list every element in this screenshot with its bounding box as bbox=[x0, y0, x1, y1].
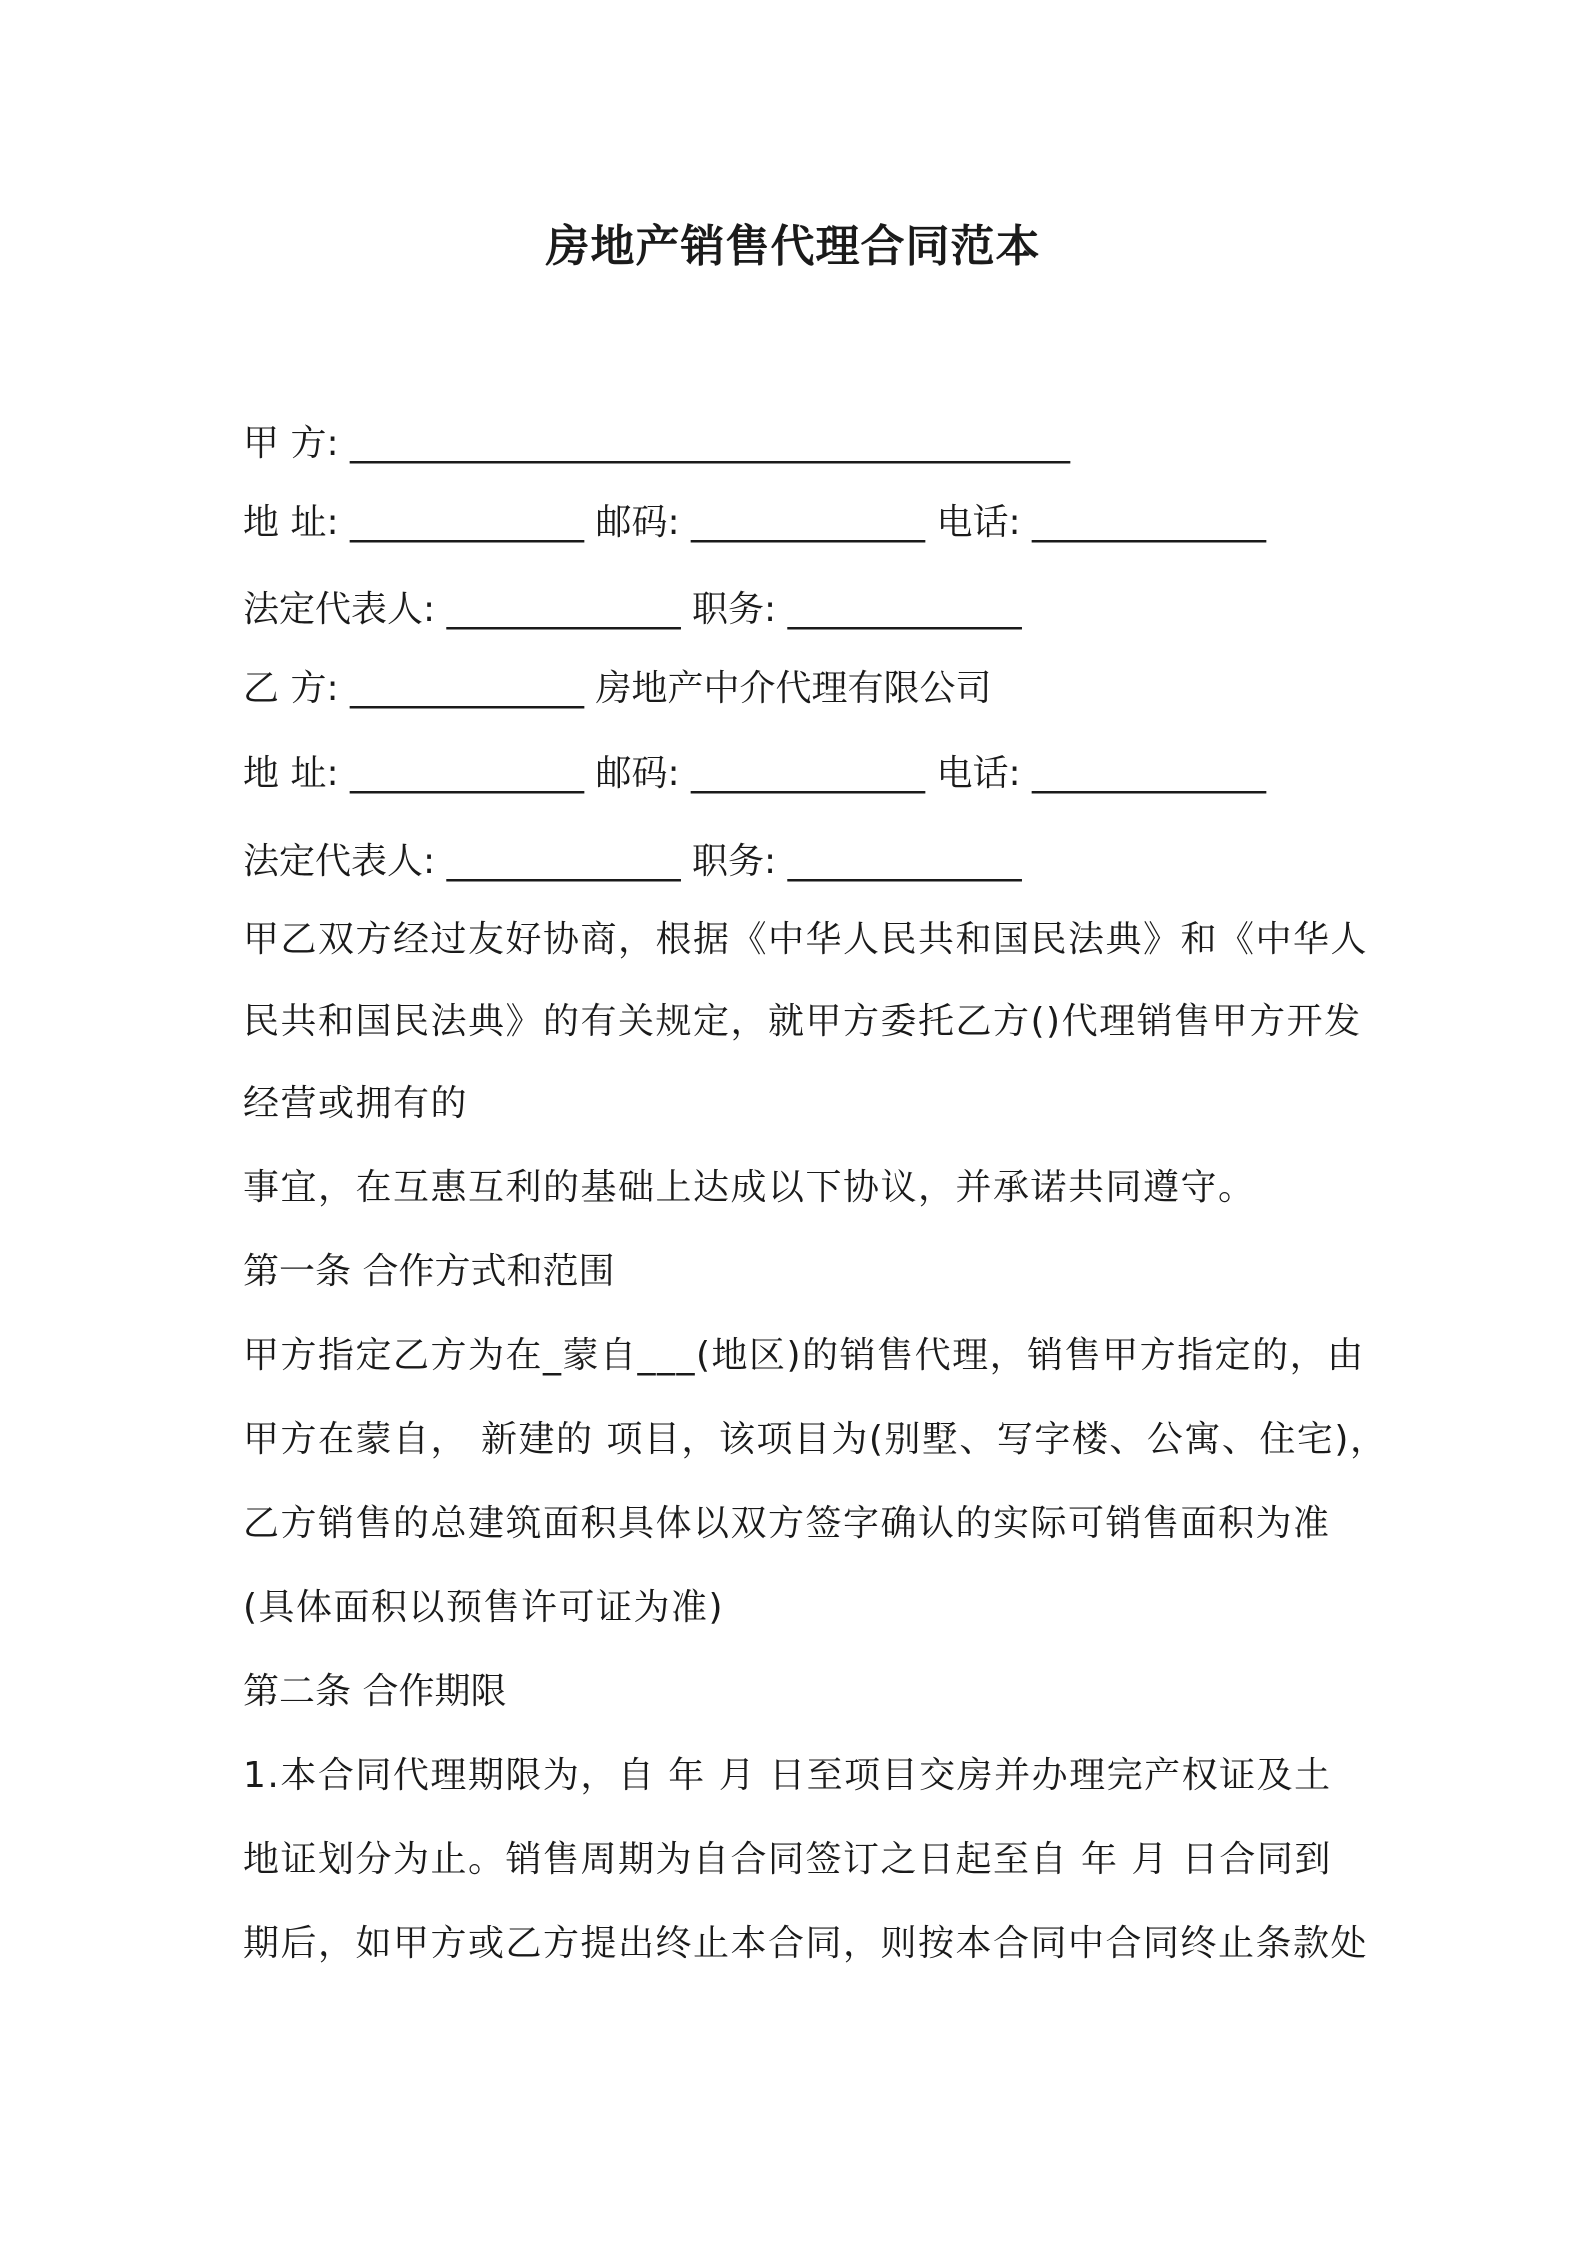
article-2-line: 1.本合同代理期限为，自 年 月 日至项目交房并办理完产权证及土 bbox=[243, 1755, 1332, 1796]
article-1-line: 甲方在蒙自， 新建的 项目，该项目为(别墅、写字楼、公寓、住宅)， bbox=[243, 1419, 1388, 1460]
article-1-line: 乙方销售的总建筑面积具体以双方签字确认的实际可销售面积为准 bbox=[243, 1503, 1331, 1544]
party-a-name-line: 甲 方: ________________________________________ bbox=[243, 423, 1071, 464]
article-1-line: 甲方指定乙方为在_蒙自___(地区)的销售代理，销售甲方指定的，由 bbox=[243, 1335, 1365, 1376]
preamble-line: 事宜，在互惠互利的基础上达成以下协议，并承诺共同遵守。 bbox=[243, 1167, 1256, 1208]
party-b-name-line: 乙 方: _____________ 房地产中介代理有限公司 bbox=[243, 668, 992, 709]
party-b-representative-line: 法定代表人: _____________ 职务: _____________ bbox=[243, 841, 1022, 882]
article-2-heading: 第二条 合作期限 bbox=[243, 1671, 507, 1712]
preamble-line: 甲乙双方经过友好协商，根据《中华人民共和国民法典》和《中华人 bbox=[243, 919, 1369, 960]
article-1-heading: 第一条 合作方式和范围 bbox=[243, 1251, 615, 1292]
preamble-line: 民共和国民法典》的有关规定，就甲方委托乙方()代理销售甲方开发 bbox=[243, 1001, 1362, 1042]
article-2-line: 地证划分为止。销售周期为自合同签订之日起至自 年 月 日合同到 bbox=[243, 1839, 1332, 1880]
party-b-contact-line: 地 址: _____________ 邮码: _____________ 电话: _____________ bbox=[243, 753, 1267, 794]
article-2-line: 期后，如甲方或乙方提出终止本合同，则按本合同中合同终止条款处 bbox=[243, 1923, 1369, 1964]
preamble-line: 经营或拥有的 bbox=[243, 1083, 469, 1124]
party-a-representative-line: 法定代表人: _____________ 职务: _____________ bbox=[243, 589, 1022, 630]
article-1-line: (具体面积以预售许可证为准) bbox=[243, 1587, 725, 1628]
party-a-contact-line: 地 址: _____________ 邮码: _____________ 电话: _____________ bbox=[243, 502, 1267, 543]
document-title: 房地产销售代理合同范本 bbox=[545, 221, 1041, 272]
